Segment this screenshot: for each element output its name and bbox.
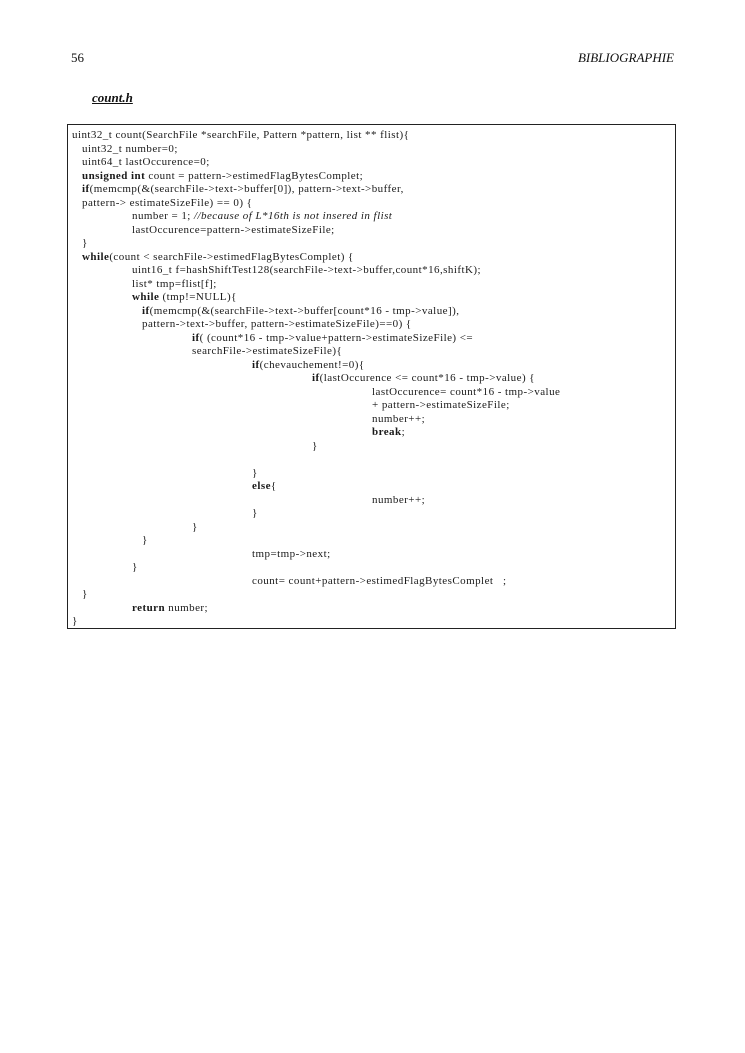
code-line: lastOccurence= count*16 - tmp->value (372, 385, 561, 398)
code-line: uint64_t lastOccurence=0; (82, 156, 210, 168)
code-line (192, 332, 473, 345)
code-line: } (82, 588, 88, 600)
code-text: number = 1; (132, 210, 195, 222)
code-keyword: if (192, 331, 200, 344)
code-text: ( (count*16 - tmp->value+pattern->estimateSizeFile) <= (199, 331, 474, 344)
code-keyword: while (82, 250, 110, 263)
code-lines (68, 125, 675, 628)
code-line: } (132, 561, 138, 573)
code-line: uint32_t count(SearchFile *searchFile, Pattern *pattern, list ** flist){ (72, 129, 410, 141)
code-line: + pattern->estimateSizeFile; (372, 399, 510, 411)
code-line (142, 305, 459, 318)
code-line: } (252, 466, 258, 479)
code-line (82, 251, 354, 264)
code-line (132, 602, 208, 615)
code-line: list* tmp=flist[f]; (132, 277, 217, 290)
code-keyword: if (312, 372, 320, 384)
code-line (132, 291, 237, 304)
code-line: } (252, 507, 258, 519)
code-text: (chevauchement!=0){ (259, 358, 365, 371)
code-line: } (142, 534, 148, 546)
code-line: uint32_t number=0; (82, 142, 178, 155)
code-line (82, 183, 404, 196)
code-line: count= count+pattern->estimedFlagBytesComplet ; (252, 574, 507, 587)
code-keyword: while (132, 291, 160, 303)
code-line (132, 210, 392, 223)
code-line: pattern->text->buffer, pattern->estimateSizeFile)==0) { (142, 318, 412, 330)
code-line: number++; (372, 412, 426, 425)
code-keyword: else (252, 480, 271, 492)
code-line: pattern-> estimateSizeFile) == 0) { (82, 196, 253, 209)
code-line (252, 480, 277, 493)
code-comment: //because of L*16th is not insered in flist (194, 210, 393, 222)
code-text: (memcmp(&(searchFile->text->buffer[0]), pattern->text->buffer, (89, 183, 404, 195)
code-line: number++; (372, 493, 426, 506)
code-line (312, 372, 535, 385)
code-line: tmp=tmp->next; (252, 547, 331, 560)
running-head: BIBLIOGRAPHIE (577, 50, 674, 65)
code-keyword: break (372, 426, 402, 438)
code-text: (lastOccurence <= count*16 - tmp->value) { (319, 372, 535, 384)
code-line (252, 359, 365, 372)
code-line (82, 170, 363, 183)
code-text: number; (165, 601, 209, 614)
code-text: count = pattern->estimedFlagBytesComplet; (145, 169, 364, 182)
listing-filename: count.h (92, 90, 133, 105)
code-text: ; (401, 426, 406, 438)
code-line: searchFile->estimateSizeFile){ (192, 345, 343, 357)
code-listing-box (67, 124, 676, 629)
code-text: (memcmp(&(searchFile->text->buffer[count*16 - tmp->value]), (149, 304, 460, 317)
page-number: 56 (71, 50, 84, 65)
code-keyword: if (142, 304, 150, 317)
code-line: } (192, 520, 198, 533)
code-line: } (82, 237, 88, 249)
code-text: (count < searchFile->estimedFlagBytesComplet) { (109, 250, 354, 263)
code-text: { (270, 480, 277, 492)
code-keyword: unsigned int (82, 169, 146, 182)
code-line: lastOccurence=pattern->estimateSizeFile; (132, 223, 335, 236)
code-line: } (72, 615, 78, 627)
code-keyword: if (252, 358, 260, 371)
code-line: uint16_t f=hashShiftTest128(searchFile->text->buffer,count*16,shiftK); (132, 264, 481, 276)
code-keyword: if (82, 183, 90, 195)
code-line: } (312, 439, 318, 452)
code-keyword: return (132, 601, 166, 614)
code-line (372, 426, 405, 439)
code-text: (tmp!=NULL){ (159, 291, 237, 303)
